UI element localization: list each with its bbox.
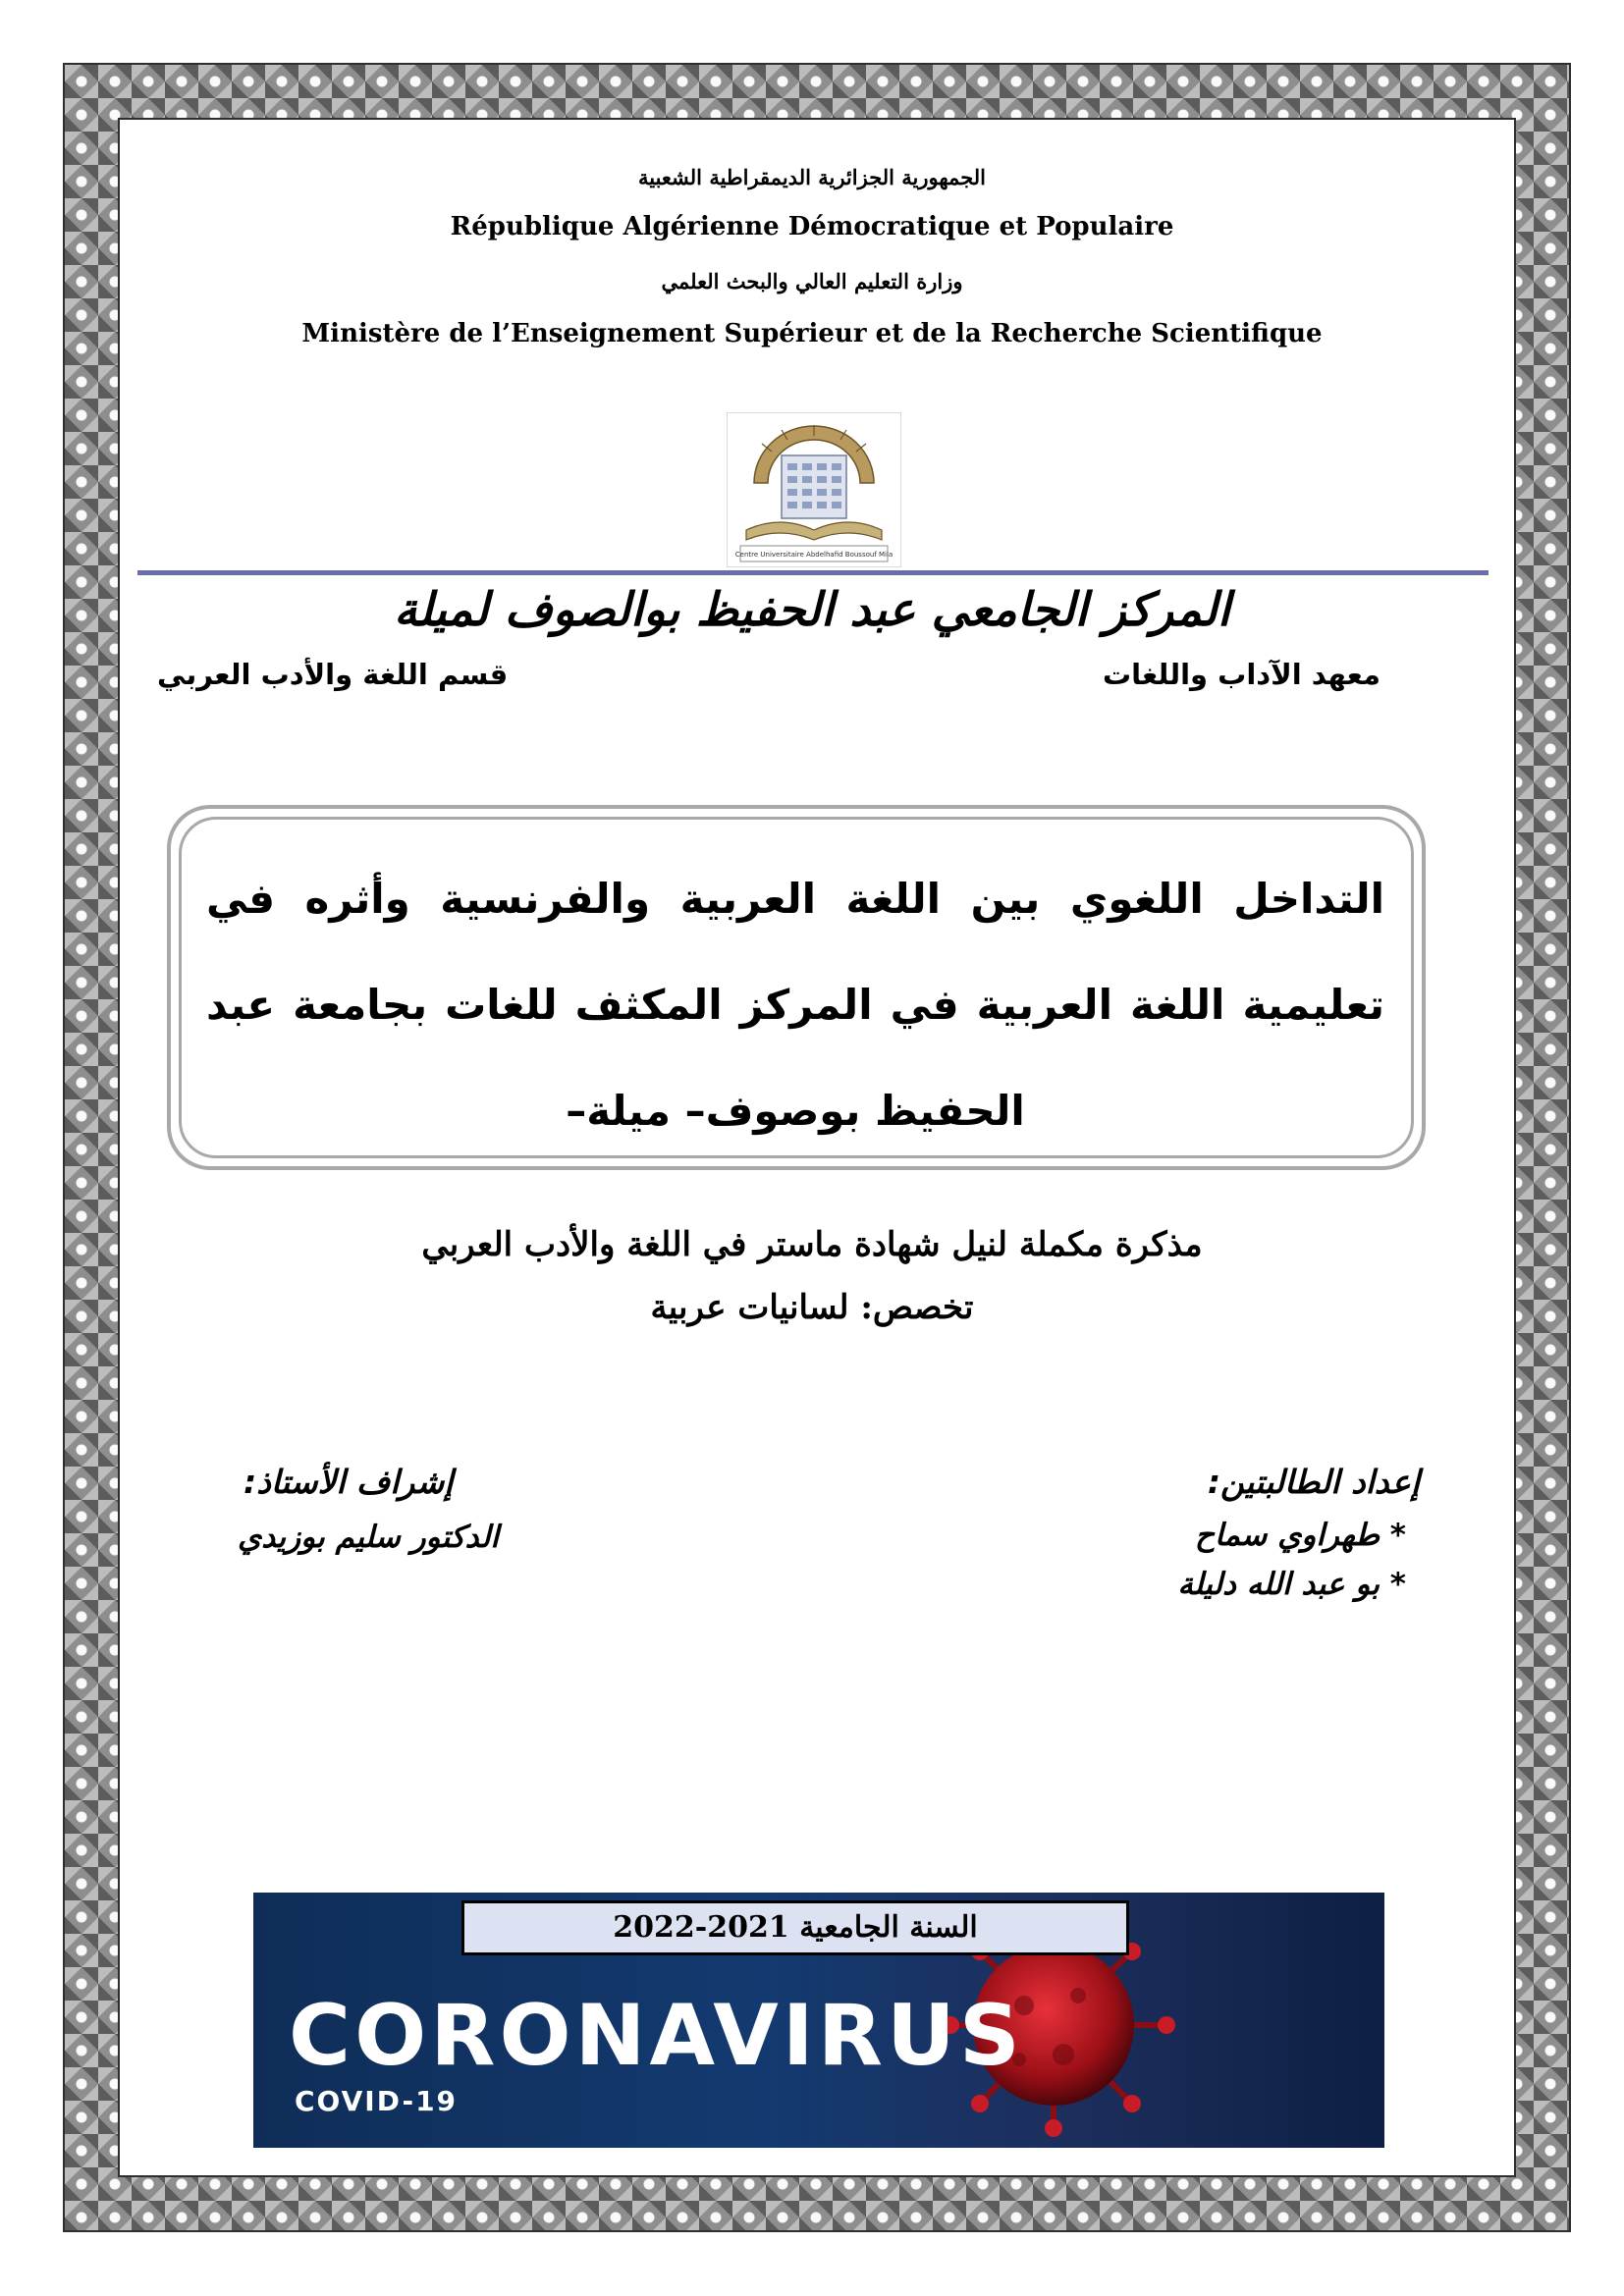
coronavirus-banner: [253, 1893, 1384, 2148]
supervision-label: إشراف الأستاذ:: [244, 1463, 454, 1501]
republic-arabic: الجمهورية الجزائرية الديمقراطية الشعبية: [637, 165, 986, 189]
banner-subline: COVID-19: [295, 2085, 459, 2117]
republic-french: République Algérienne Démocratique et Populaire: [450, 212, 1174, 241]
supervisor-name: الدكتور سليم بوزيدي: [238, 1520, 500, 1555]
header-divider: [137, 570, 1489, 575]
prepared-by-label: إعداد الطالبتين:: [1207, 1463, 1420, 1501]
institute-name: معهد الآداب واللغات: [1102, 658, 1380, 691]
logo-caption: Centre Universitaire Abdelhafid Boussouf Mila: [734, 551, 893, 559]
student-name: * بو عبد الله دليلة: [1177, 1567, 1406, 1602]
department-name: قسم اللغة والأدب العربي: [157, 658, 509, 691]
thesis-specialty: تخصص: لسانيات عربية: [650, 1288, 974, 1327]
ministry-french: Ministère de l’Enseignement Supérieur et de la Recherche Scientifique: [301, 319, 1323, 348]
banner-headline: CORONAVIRUS: [289, 1987, 1024, 2085]
thesis-memo: مذكرة مكملة لنيل شهادة ماستر في اللغة والأدب العربي: [421, 1225, 1203, 1264]
university-center-name: المركز الجامعي عبد الحفيظ بوالصوف لميلة: [394, 583, 1230, 637]
thesis-title: التداخل اللغوي بين اللغة العربية والفرنسية وأثره في تعليمية اللغة العربية في المركز المكثف للغات بجامعة عبد الحفيظ بوصوف– ميلة–: [206, 875, 1384, 1135]
academic-year: السنة الجامعية 2021-2022: [461, 1900, 1129, 1955]
student-name: * طهراوي سماح: [1194, 1518, 1406, 1553]
university-logo: [727, 412, 901, 567]
ministry-arabic: وزارة التعليم العالي والبحث العلمي: [661, 269, 963, 294]
